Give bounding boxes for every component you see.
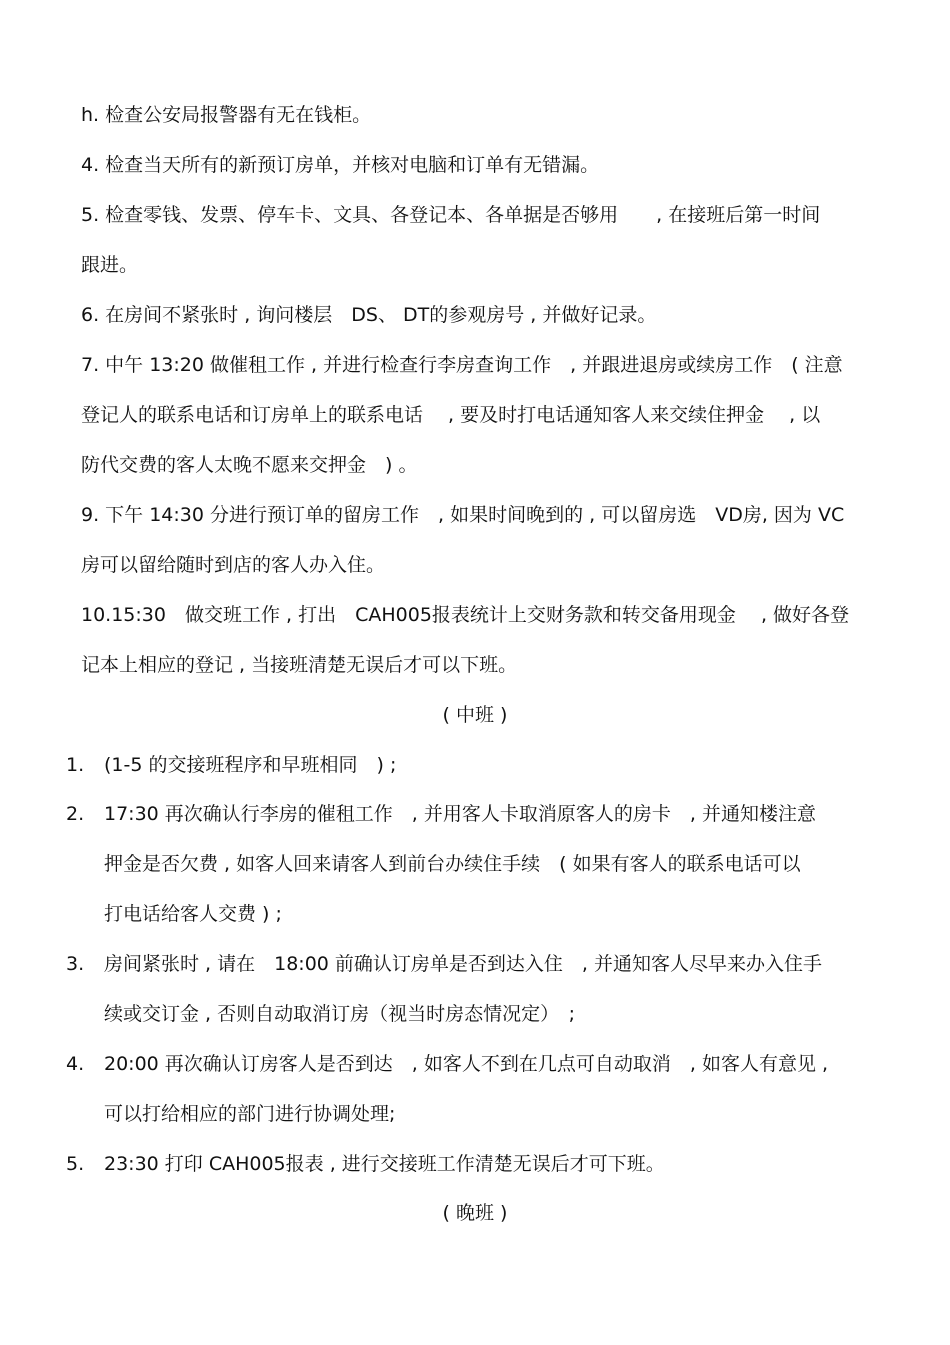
paragraph-9-line-2: 房可以留给随时到店的客人办入住。 (81, 554, 386, 576)
list-item-2-line-2: 押金是否欠费 , 如客人回来请客人到前台办续住手续 ( 如果有客人的联系电话可以 (104, 853, 801, 875)
list-item-1-line-1: (1-5 的交接班程序和早班相同 ) ; (104, 754, 397, 776)
list-number-4: 4. (66, 1053, 85, 1075)
paragraph-10-line-1: 10.15:30 做交班工作 , 打出 CAH005报表统计上交财务款和转交备用现金 , 做好各登 (81, 604, 850, 626)
paragraph-4-line-1: 4. 检查当天所有的新预订房单，并核对电脑和订单有无错漏。 (81, 154, 600, 176)
list-item-5-line-1: 23:30 打印 CAH005报表 , 进行交接班工作清楚无误后才可下班。 (104, 1153, 665, 1175)
list-number-2: 2. (66, 803, 85, 825)
paragraph-7-line-1: 7. 中午 13:20 做催租工作 , 并进行检查行李房查询工作 , 并跟进退房或续房工作 ( 注意 (81, 354, 843, 376)
list-number-1: 1. (66, 754, 85, 776)
list-item-2-line-1: 17:30 再次确认行李房的催租工作 , 并用客人卡取消原客人的房卡 , 并通知楼注意 (104, 803, 816, 825)
paragraph-10-line-2: 记本上相应的登记 , 当接班清楚无误后才可以下班。 (81, 654, 518, 676)
list-item-3-line-1: 房间紧张时 , 请在 18:00 前确认订房单是否到达入住 , 并通知客人尽早来办入住手 (104, 953, 822, 975)
night-shift-heading: ( 晚班 ) (442, 1202, 508, 1224)
list-number-3: 3. (66, 953, 85, 975)
paragraph-6-line-1: 6. 在房间不紧张时 , 询问楼层 DS、 DT的参观房号 , 并做好记录。 (81, 304, 657, 326)
list-item-2-line-3: 打电话给客人交费 ) ; (104, 903, 282, 925)
paragraph-5-line-1: 5. 检查零钱、发票、停车卡、文具、各登记本、各单据是否够用 , 在接班后第一时间 (81, 204, 821, 226)
list-item-4-line-1: 20:00 再次确认订房客人是否到达 , 如客人不到在几点可自动取消 , 如客人有意见 , (104, 1053, 829, 1075)
paragraph-7-line-2: 登记人的联系电话和订房单上的联系电话 , 要及时打电话通知客人来交续住押金 , 以 (81, 404, 821, 426)
list-item-4-line-2: 可以打给相应的部门进行协调处理; (104, 1103, 396, 1125)
list-number-5: 5. (66, 1153, 85, 1175)
paragraph-h-line-1: h. 检查公安局报警器有无在钱柜。 (81, 104, 372, 126)
paragraph-5-line-2: 跟进。 (81, 254, 139, 276)
paragraph-9-line-1: 9. 下午 14:30 分进行预订单的留房工作 , 如果时间晚到的 , 可以留房选 VD房, 因为 VC (81, 504, 845, 526)
list-item-3-line-2: 续或交订金 , 否则自动取消订房（视当时房态情况定） ; (104, 1003, 576, 1025)
middle-shift-heading: ( 中班 ) (442, 704, 508, 726)
paragraph-7-line-3: 防代交费的客人太晚不愿来交押金 ) 。 (81, 454, 418, 476)
